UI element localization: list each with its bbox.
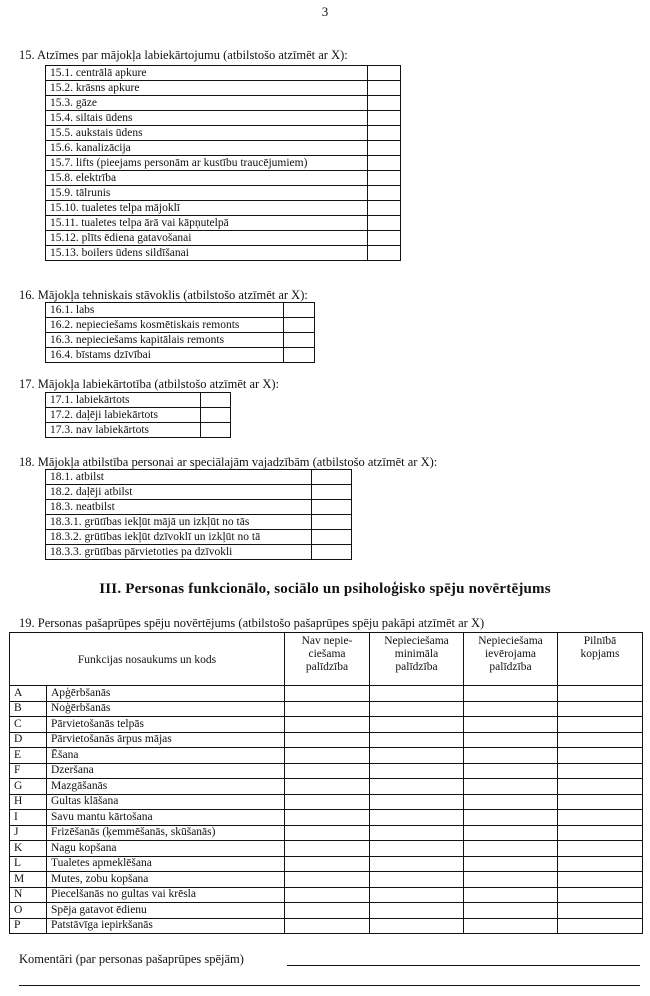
function-code: F [10,763,47,779]
option-row [46,231,401,246]
option-row [46,81,401,96]
assessment-cell[interactable] [464,810,558,826]
function-code: B [10,701,47,717]
function-row [10,763,643,779]
self-care-assessment-table [9,632,643,934]
option-checkbox-cell[interactable] [312,470,352,485]
option-row [46,348,315,363]
option-checkbox-cell[interactable] [368,171,401,186]
assessment-cell[interactable] [285,918,370,934]
assessment-cell[interactable] [464,794,558,810]
assessment-cell[interactable] [464,779,558,795]
option-row [46,393,231,408]
function-row [10,825,643,841]
option-checkbox-cell[interactable] [368,201,401,216]
function-row [10,794,643,810]
option-checkbox-cell[interactable] [368,246,401,261]
option-label: 17.1. labiekārtots [46,393,201,408]
q15-title: 15. Atzīmes par mājokļa labiekārtojumu (atbilstošo atzīmēt ar X): [19,48,348,62]
function-name: Savu mantu kārtošana [47,810,285,826]
assessment-cell[interactable] [558,918,643,934]
assessment-cell[interactable] [370,748,464,764]
function-row [10,841,643,857]
assessment-cell[interactable] [370,872,464,888]
option-label: 16.4. bīstams dzīvībai [46,348,284,363]
assessment-cell[interactable] [285,732,370,748]
assessment-cell[interactable] [464,732,558,748]
option-checkbox-cell[interactable] [368,156,401,171]
function-row [10,810,643,826]
assessment-cell[interactable] [464,841,558,857]
q15-options-table [45,65,401,261]
function-row [10,748,643,764]
option-row [46,201,401,216]
option-row [46,246,401,261]
function-name-header: Funkcijas nosaukums un kods [10,633,285,686]
assessment-cell[interactable] [370,701,464,717]
option-label: 15.2. krāsns apkure [46,81,368,96]
function-row [10,701,643,717]
option-checkbox-cell[interactable] [368,66,401,81]
function-code: A [10,686,47,702]
option-label: 16.1. labs [46,303,284,318]
assessment-cell[interactable] [285,717,370,733]
assessment-cell[interactable] [285,794,370,810]
function-name: Gultas klāšana [47,794,285,810]
option-row [46,186,401,201]
assessment-cell[interactable] [285,701,370,717]
option-row [46,141,401,156]
option-label: 15.11. tualetes telpa ārā vai kāpņutelpā [46,216,368,231]
option-checkbox-cell[interactable] [368,186,401,201]
option-row [46,171,401,186]
option-label: 15.3. gāze [46,96,368,111]
option-label: 15.1. centrālā apkure [46,66,368,81]
option-label: 16.3. nepieciešams kapitālais remonts [46,333,284,348]
option-label: 15.4. siltais ūdens [46,111,368,126]
option-row [46,408,231,423]
option-label: 18.3.1. grūtības iekļūt mājā un izkļūt no tās [46,515,312,530]
header-fully-dependent: Pilnībā kopjams [558,633,643,686]
assessment-cell[interactable] [558,748,643,764]
option-checkbox-cell[interactable] [201,423,231,438]
function-row [10,856,643,872]
option-row [46,66,401,81]
option-checkbox-cell[interactable] [368,126,401,141]
function-code: C [10,717,47,733]
option-row [46,515,352,530]
assessment-cell[interactable] [370,763,464,779]
assessment-cell[interactable] [558,686,643,702]
option-checkbox-cell[interactable] [312,500,352,515]
assessment-cell[interactable] [464,887,558,903]
function-code: K [10,841,47,857]
option-label: 16.2. nepieciešams kosmētiskais remonts [46,318,284,333]
assessment-cell[interactable] [370,779,464,795]
assessment-cell[interactable] [464,825,558,841]
option-checkbox-cell[interactable] [201,393,231,408]
function-name: Apģērbšanās [47,686,285,702]
option-row [46,530,352,545]
assessment-cell[interactable] [285,872,370,888]
option-label: 18.3. neatbilst [46,500,312,515]
assessment-cell[interactable] [370,918,464,934]
function-code: P [10,918,47,934]
assessment-cell[interactable] [558,903,643,919]
assessment-cell[interactable] [285,887,370,903]
option-label: 15.10. tualetes telpa mājoklī [46,201,368,216]
function-row [10,717,643,733]
option-checkbox-cell[interactable] [312,485,352,500]
option-checkbox-cell[interactable] [368,81,401,96]
option-row [46,470,352,485]
option-checkbox-cell[interactable] [201,408,231,423]
function-row [10,918,643,934]
assessment-cell[interactable] [558,856,643,872]
assessment-cell[interactable] [370,825,464,841]
option-label: 15.9. tālrunis [46,186,368,201]
option-label: 18.3.3. grūtības pārvietoties pa dzīvokli [46,545,312,560]
option-checkbox-cell[interactable] [368,141,401,156]
header-significant-help: Nepieciešama ievērojama palīdzība [464,633,558,686]
option-row [46,500,352,515]
option-label: 15.12. plīts ēdiena gatavošanai [46,231,368,246]
option-row [46,333,315,348]
option-label: 17.3. nav labiekārtots [46,423,201,438]
option-row [46,216,401,231]
assessment-cell[interactable] [464,856,558,872]
function-name: Pārvietošanās ārpus mājas [47,732,285,748]
assessment-cell[interactable] [370,903,464,919]
function-name: Dzeršana [47,763,285,779]
function-code: O [10,903,47,919]
assessment-cell[interactable] [370,732,464,748]
function-name: Noģērbšanās [47,701,285,717]
option-row [46,96,401,111]
assessment-cell[interactable] [464,717,558,733]
option-label: 15.6. kanalizācija [46,141,368,156]
function-row [10,686,643,702]
option-checkbox-cell[interactable] [368,111,401,126]
function-code: M [10,872,47,888]
option-label: 15.7. lifts (pieejams personām ar kustību traucējumiem) [46,156,368,171]
function-name: Patstāvīga iepirkšanās [47,918,285,934]
assessment-cell[interactable] [558,763,643,779]
assessment-cell[interactable] [464,872,558,888]
function-code: D [10,732,47,748]
function-name: Frizēšanās (ķemmēšanās, skūšanās) [47,825,285,841]
function-row [10,872,643,888]
assessment-cell[interactable] [558,794,643,810]
assessment-cell[interactable] [285,841,370,857]
assessment-cell[interactable] [285,856,370,872]
option-row [46,423,231,438]
function-name: Tualetes apmeklēšana [47,856,285,872]
assessment-cell[interactable] [464,748,558,764]
header-no-help: Nav nepie- ciešama palīdzība [285,633,370,686]
option-checkbox-cell[interactable] [368,96,401,111]
function-name: Nagu kopšana [47,841,285,857]
function-name: Pārvietošanās telpās [47,717,285,733]
assessment-cell[interactable] [464,918,558,934]
option-row [46,111,401,126]
q19-title: 19. Personas pašaprūpes spēju novērtējums (atbilstošo pašaprūpes spēju pakāpi atzīmēt ar X) [19,616,485,630]
option-label: 15.8. elektrība [46,171,368,186]
assessment-cell[interactable] [370,686,464,702]
assessment-cell[interactable] [464,701,558,717]
function-row [10,779,643,795]
q18-title: 18. Mājokļa atbilstība personai ar speciālajām vajadzībām (atbilstošo atzīmēt ar X): [19,455,438,469]
assessment-cell[interactable] [370,810,464,826]
function-row [10,903,643,919]
assessment-cell[interactable] [285,686,370,702]
function-code: N [10,887,47,903]
q17-title: 17. Mājokļa labiekārtotība (atbilstošo atzīmēt ar X): [19,377,279,391]
assessment-cell[interactable] [558,841,643,857]
comments-input-line[interactable] [287,965,640,966]
option-checkbox-cell[interactable] [284,348,315,363]
option-checkbox-cell[interactable] [368,231,401,246]
page-number: 3 [321,4,329,19]
function-code: J [10,825,47,841]
section-3-title: III. Personas funkcionālo, sociālo un psiholoģisko spēju novērtējums [99,581,551,597]
option-label: 15.5. aukstais ūdens [46,126,368,141]
function-name: Piecelšanās no gultas vai krēsla [47,887,285,903]
option-row [46,126,401,141]
function-name: Mutes, zobu kopšana [47,872,285,888]
function-name: Spēja gatavot ēdienu [47,903,285,919]
assessment-cell[interactable] [558,810,643,826]
q18-options-table [45,469,352,560]
comments-input-line-2[interactable] [19,985,640,986]
assessment-cell[interactable] [285,810,370,826]
option-row [46,156,401,171]
function-code: I [10,810,47,826]
assessment-cell[interactable] [285,779,370,795]
assessment-cell[interactable] [558,779,643,795]
assessment-cell[interactable] [558,887,643,903]
assessment-cell[interactable] [285,748,370,764]
assessment-cell[interactable] [558,717,643,733]
function-row [10,887,643,903]
assessment-cell[interactable] [285,903,370,919]
assessment-cell[interactable] [558,872,643,888]
function-code: E [10,748,47,764]
comments-label: Komentāri (par personas pašaprūpes spējām) [19,952,244,966]
function-code: L [10,856,47,872]
assessment-cell[interactable] [370,841,464,857]
option-checkbox-cell[interactable] [284,318,315,333]
option-row [46,318,315,333]
option-checkbox-cell[interactable] [284,333,315,348]
function-name: Mazgāšanās [47,779,285,795]
assessment-cell[interactable] [370,856,464,872]
function-name: Ēšana [47,748,285,764]
assessment-cell[interactable] [558,732,643,748]
option-label: 18.2. daļēji atbilst [46,485,312,500]
q17-options-table [45,392,231,438]
function-code: G [10,779,47,795]
option-row [46,545,352,560]
q16-options-table [45,302,315,363]
assessment-cell[interactable] [558,825,643,841]
option-checkbox-cell[interactable] [312,545,352,560]
assessment-cell[interactable] [464,686,558,702]
assessment-cell[interactable] [370,794,464,810]
assessment-cell[interactable] [464,903,558,919]
header-minimal-help: Nepieciešama minimāla palīdzība [370,633,464,686]
assessment-cell[interactable] [285,763,370,779]
assessment-cell[interactable] [370,887,464,903]
assessment-cell[interactable] [285,825,370,841]
q16-title: 16. Mājokļa tehniskais stāvoklis (atbilstošo atzīmēt ar X): [19,288,308,302]
function-code: H [10,794,47,810]
assessment-cell[interactable] [464,763,558,779]
option-row [46,303,315,318]
assessment-cell[interactable] [370,717,464,733]
option-checkbox-cell[interactable] [312,530,352,545]
assessment-cell[interactable] [558,701,643,717]
option-label: 18.1. atbilst [46,470,312,485]
option-checkbox-cell[interactable] [312,515,352,530]
function-row [10,732,643,748]
option-label: 15.13. boilers ūdens sildīšanai [46,246,368,261]
option-checkbox-cell[interactable] [368,216,401,231]
option-row [46,485,352,500]
option-label: 17.2. daļēji labiekārtots [46,408,201,423]
option-checkbox-cell[interactable] [284,303,315,318]
option-label: 18.3.2. grūtības iekļūt dzīvoklī un izkļūt no tā [46,530,312,545]
